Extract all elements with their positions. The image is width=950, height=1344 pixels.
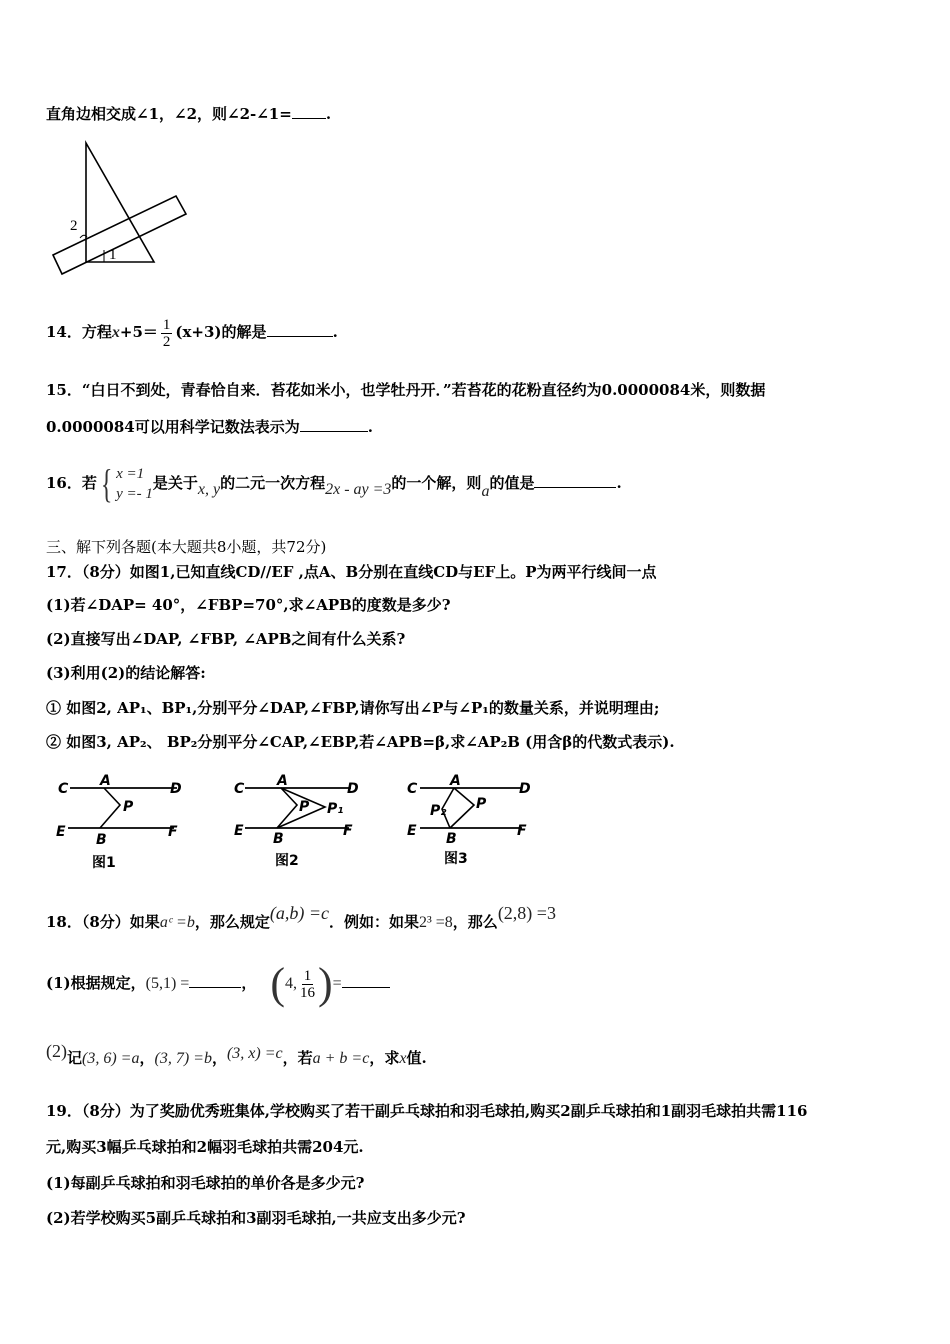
q18-p2-x: x: [399, 1050, 407, 1067]
fig2-label-a: A: [277, 773, 288, 789]
fig1-label-c: C: [58, 781, 69, 797]
fig2-label-p1: P₁: [327, 801, 344, 817]
q16-mid3: 的一个解，则: [391, 474, 482, 492]
fig1-label-p: P: [123, 799, 134, 815]
q14-frac-den: 2: [162, 333, 171, 350]
fig2-label-p: P: [299, 799, 310, 815]
q13-blank: [292, 104, 326, 119]
q19-line2: 元,购买3幅乒乓球拍和2幅羽毛球拍共需204元.: [46, 1138, 364, 1156]
q18-p1-label: (1)根据规定，: [46, 974, 146, 992]
fig3-label-b: B: [446, 831, 457, 847]
fig3-label-p: P: [476, 796, 487, 812]
q18-mid3: ，那么: [452, 913, 498, 931]
fig2-label-c: C: [234, 781, 245, 797]
q16-mid1: 是关于: [152, 474, 198, 492]
q16-end: .: [616, 474, 622, 492]
q18-p2-label: (2): [46, 1041, 67, 1061]
q19-part1: (1)每副乒乓球拍和羽毛球拍的单价各是多少元?: [46, 1174, 365, 1192]
q17-figure-3: [404, 773, 544, 873]
q14-end: .: [332, 323, 338, 341]
q18-p1-expr1: (5,1) =: [145, 975, 190, 992]
q15-line2-text: 0.0000084可以用科学记数法表示为: [46, 418, 300, 436]
q16-row1: x =1: [116, 466, 145, 482]
q18-mid2: ．例如：如果: [328, 913, 419, 931]
q14-suffix: 的解是: [221, 323, 267, 341]
q18-ex-result: (2,8) =3: [497, 903, 556, 923]
q13-triangle: [86, 143, 154, 262]
fig3-label-f: F: [517, 823, 527, 839]
q16-mid2: 的二元一次方程: [220, 474, 326, 492]
fig2-label-e: E: [234, 823, 244, 839]
fig2-label-f: F: [343, 823, 353, 839]
q18-p2-if: ，若: [282, 1049, 313, 1067]
q18-p1-num: 1: [303, 967, 312, 984]
fig3-path-apb: [450, 788, 474, 828]
q17-part2: (2)直接写出∠DAP, ∠FBP, ∠APB之间有什么关系?: [46, 630, 406, 648]
fig1-label-e: E: [56, 824, 66, 840]
q14-paren: (x+3): [175, 323, 222, 341]
q13-figure: [46, 138, 196, 278]
q16-var-a: a: [481, 483, 490, 500]
q15-end: .: [367, 418, 373, 436]
q19-part2: (2)若学校购买5副乒乓球拍和3副羽毛球拍,一共应支出多少元?: [46, 1209, 466, 1227]
q14-frac-num: 1: [162, 316, 171, 333]
fig2-label-b: B: [273, 831, 284, 847]
q17-part3b: ② 如图3, AP₂、 BP₂分别平分∠CAP,∠EBP,若∠APB=β,求∠AP₂B (用含β的代数式表示).: [46, 733, 675, 751]
q18-p2-cond: a + b =c: [312, 1050, 370, 1067]
fig3-caption: 图3: [444, 851, 468, 867]
q14-prefix: 14．方程: [46, 323, 112, 341]
q18-part1: [46, 958, 390, 1009]
fig3-label-p2: P₂: [430, 803, 447, 819]
q18-mid1: ，那么规定: [194, 913, 270, 931]
q18-p2-e2: (3, 7) =b: [154, 1050, 212, 1067]
q16-equation: 2x - ay =3: [325, 481, 392, 498]
q18-p1-eq: =: [332, 975, 342, 992]
q18-p2-ji: 记: [67, 1049, 83, 1067]
q16-blank: [534, 473, 616, 488]
q13-label-2: 2: [70, 218, 78, 234]
q18-prefix: 18．（8分）如果: [46, 913, 160, 931]
q16-line: [46, 458, 622, 509]
q14-line: [46, 314, 338, 351]
q18-p2-e1: (3, 6) =a: [82, 1050, 140, 1067]
q16-system: [97, 461, 153, 506]
q18-p1-rparen: ): [318, 959, 333, 1008]
q15-blank: [300, 417, 368, 432]
q18-def-expr: aᶜ =b: [159, 914, 195, 931]
q17-part3a: ① 如图2, AP₁、BP₁,分别平分∠DAP,∠FBP,请你写出∠P与∠P₁的数量关系，并说明理由;: [46, 699, 660, 717]
q15-line2: [46, 416, 373, 438]
section3-title: 三、解下列各题(本大题共8小题，共72分): [46, 538, 327, 556]
q15-line1: 15．“白日不到处，青春恰自来．苔花如米小，也学牡丹开．”若苔花的花粉直径约为0.0000084米，则数据: [46, 381, 766, 399]
fig3-label-e: E: [407, 823, 417, 839]
q16-row2: y =- 1: [116, 486, 153, 502]
fig1-label-d: D: [170, 781, 182, 797]
q19-line1: 19．（8分）为了奖励优秀班集体,学校购买了若干副乒乓球拍和羽毛球拍,购买2副乒乓球拍和1副羽毛球拍共需116: [46, 1102, 808, 1120]
fig3-label-d: D: [519, 781, 531, 797]
q16-vars: x, y: [197, 481, 221, 498]
q13-text: 直角边相交成∠1，∠2，则∠2-∠1=: [46, 105, 292, 123]
q16-prefix: 16．若: [46, 474, 97, 492]
q18-p2-find: ，求: [369, 1049, 400, 1067]
q18-ex-expr: 2³ =8: [418, 914, 453, 931]
q18-p2-e3: (3, x) =c: [226, 1045, 283, 1062]
q17-part1: (1)若∠DAP= 40°，∠FBP=70°,求∠APB的度数是多少?: [46, 596, 451, 614]
q14-fraction: [161, 317, 173, 350]
fig1-label-b: B: [96, 832, 107, 848]
fig1-path-apb: [100, 788, 120, 828]
q14-x: x: [111, 324, 120, 341]
q18-p1-blank1: [189, 973, 241, 988]
fig1-caption: 图1: [92, 855, 116, 871]
q18-p2-comma1: ，: [139, 1049, 155, 1067]
q18-p2-end: 值.: [406, 1049, 427, 1067]
q16-brace: {: [100, 461, 113, 506]
q18-part2: [46, 1042, 427, 1074]
q18-p1-big-a: 4,: [285, 975, 297, 992]
q17-part3: (3)利用(2)的结论解答:: [46, 664, 206, 682]
q18-p1-lparen: (: [270, 959, 285, 1008]
q18-p1-fraction: [300, 968, 315, 1001]
q13-line: [46, 103, 331, 125]
q18-def-result: (a,b) =c: [269, 903, 329, 923]
q18-p1-comma: ，: [241, 974, 257, 992]
q17-figure-1: [52, 773, 202, 873]
fig2-caption: 图2: [275, 853, 299, 869]
q14-mid: +5＝: [119, 323, 158, 341]
fig3-label-a: A: [450, 773, 461, 789]
q16-suffix: 的值是: [489, 474, 535, 492]
q18-p1-den: 16: [300, 984, 315, 1001]
q18-p1-blank2: [342, 973, 390, 988]
q13-end: .: [325, 105, 332, 123]
q17-figure-2: [231, 773, 371, 873]
fig3-label-c: C: [407, 781, 418, 797]
q18-stem: [46, 903, 556, 938]
q17-stem: 17．（8分）如图1,已知直线CD//EF ,点A、B分别在直线CD与EF上。P为两平行线间一点: [46, 563, 657, 581]
fig1-label-a: A: [100, 773, 111, 789]
q13-label-1: 1: [109, 247, 117, 263]
fig2-label-d: D: [347, 781, 359, 797]
q14-blank: [267, 322, 333, 337]
fig1-label-f: F: [168, 824, 178, 840]
q18-p2-comma2: ，: [211, 1049, 227, 1067]
